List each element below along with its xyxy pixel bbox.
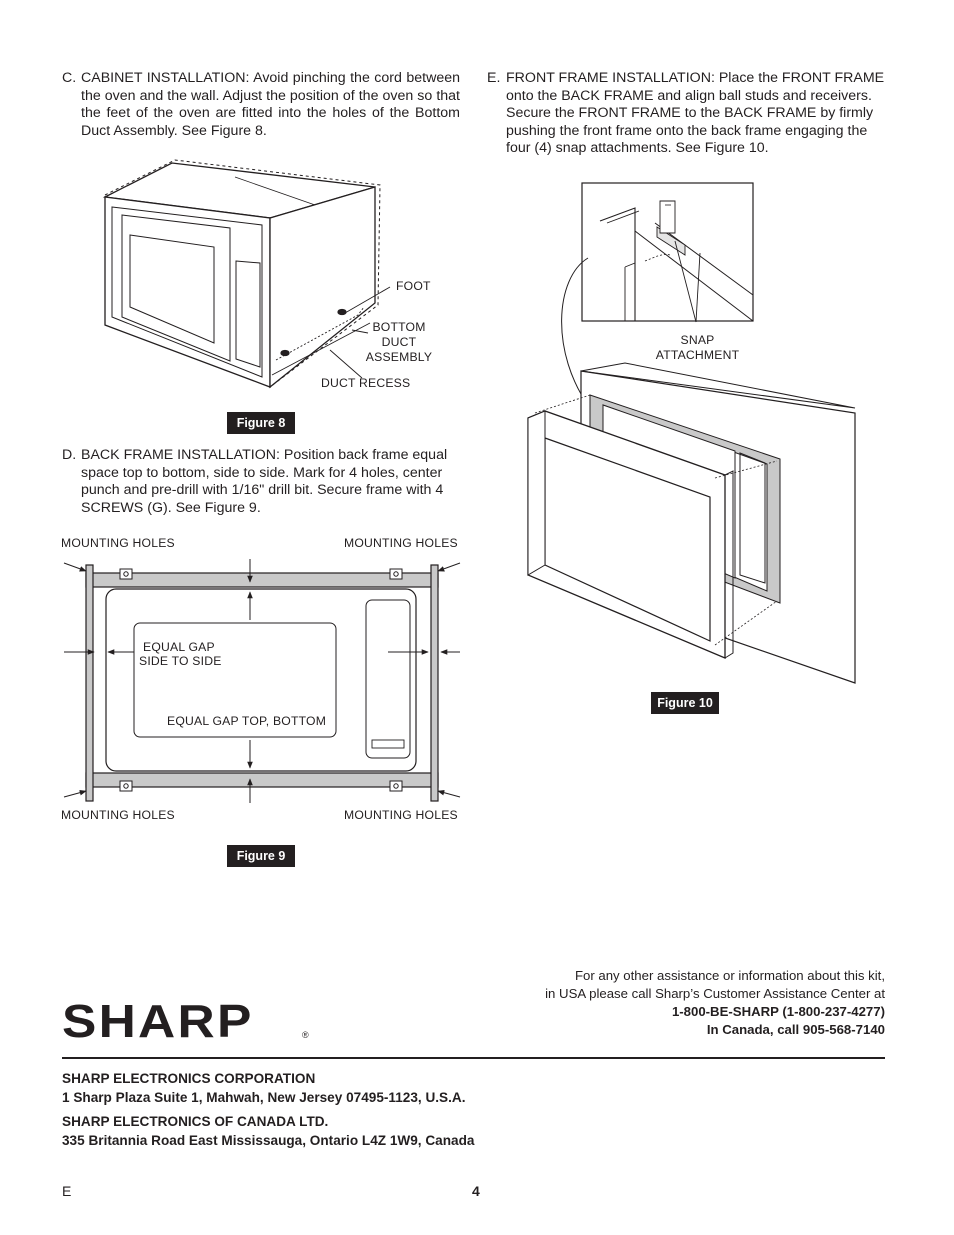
contact-line-1: For any other assistance or information about this kit,: [574, 968, 885, 983]
footer-language: E: [62, 1183, 72, 1199]
corp-address: 1 Sharp Plaza Suite 1, Mahwah, New Jersey 07495-1123, U.S.A.: [62, 1089, 466, 1105]
figure-8-label-duct-recess: DUCT RECESS: [321, 376, 411, 390]
figure-8-label-foot: FOOT: [396, 279, 431, 293]
figure-9-label-equal-gap-side: [139, 640, 222, 668]
registered-mark: ®: [302, 1030, 309, 1040]
figure-9-caption: Figure 9: [227, 845, 295, 867]
section-e-letter: E.: [487, 70, 501, 86]
figure-9-label-mounting-bottom-right: MOUNTING HOLES: [344, 808, 458, 822]
footer-divider: [62, 1057, 885, 1059]
corp-name: SHARP ELECTRONICS CORPORATION: [62, 1071, 316, 1086]
canada-address: 335 Britannia Road East Mississauga, Ontario L4Z 1W9, Canada: [62, 1132, 475, 1148]
bottom-duct-line-2: DUCT: [381, 335, 417, 349]
section-c-letter: C.: [62, 70, 77, 86]
canada-name: SHARP ELECTRONICS OF CANADA LTD.: [62, 1114, 329, 1129]
figure-8-label-bottom-duct-assembly: [358, 320, 440, 365]
page-number: 4: [472, 1183, 480, 1199]
bottom-duct-line-3: ASSEMBLY: [365, 350, 433, 364]
contact-line-3: 1-800-BE-SHARP (1-800-237-4277): [671, 1004, 885, 1019]
sharp-logo: [62, 996, 322, 1046]
figure-9-label-mounting-top-right: MOUNTING HOLES: [344, 536, 458, 550]
section-e: [487, 70, 885, 158]
contact-line-2: in USA please call Sharp’s Customer Assistance Center at: [545, 986, 885, 1001]
section-d: [62, 447, 460, 517]
snap-line-1: SNAP: [680, 333, 715, 347]
equal-gap-side-line-2: SIDE TO SIDE: [139, 654, 222, 668]
figure-9-illustration: [62, 555, 462, 805]
figure-10-caption: Figure 10: [651, 692, 719, 714]
section-d-text: BACK FRAME INSTALLATION: Position back frame equal space top to bottom, side to side. Mark for 4 holes, center punch and pre-drill with 1/16" drill bit. Secure frame with 4 SCREWS (G). See Figure 9.: [81, 447, 448, 516]
figure-9-label-mounting-top-left: MOUNTING HOLES: [61, 536, 175, 550]
sharp-logo-text: SHARP: [62, 995, 254, 1047]
equal-gap-side-line-1: EQUAL GAP: [143, 640, 215, 654]
contact-line-4: In Canada, call 905-568-7140: [706, 1022, 885, 1037]
figure-9-label-mounting-bottom-left: MOUNTING HOLES: [61, 808, 175, 822]
contact-info: [470, 967, 885, 1039]
bottom-duct-line-1: BOTTOM: [372, 320, 426, 334]
section-e-text: FRONT FRAME INSTALLATION: Place the FRONT FRAME onto the BACK FRAME and align ball studs and receivers. Secure the FRONT FRAME to the BACK FRAME by firmly pushing the front frame onto the back frame engaging the four (4) snap attachments. See Figure 10.: [506, 70, 885, 157]
section-d-letter: D.: [62, 447, 77, 463]
snap-line-2: ATTACHMENT: [655, 348, 740, 362]
figure-9-label-equal-gap-top-bottom: EQUAL GAP TOP, BOTTOM: [167, 714, 327, 728]
addresses: [62, 1070, 662, 1150]
figure-10-label-snap-attachment: [640, 333, 755, 363]
figure-8-caption: Figure 8: [227, 412, 295, 434]
section-c-text: CABINET INSTALLATION: Avoid pinching the cord between the oven and the wall. Adjust the position of the oven so that the feet of the oven are fitted into the holes of the Bottom Duct Assembly. See Figure 8.: [81, 70, 460, 139]
figure-8-illustration: [100, 155, 400, 395]
figure-10-illustration: [515, 183, 855, 683]
section-c: [62, 70, 460, 140]
